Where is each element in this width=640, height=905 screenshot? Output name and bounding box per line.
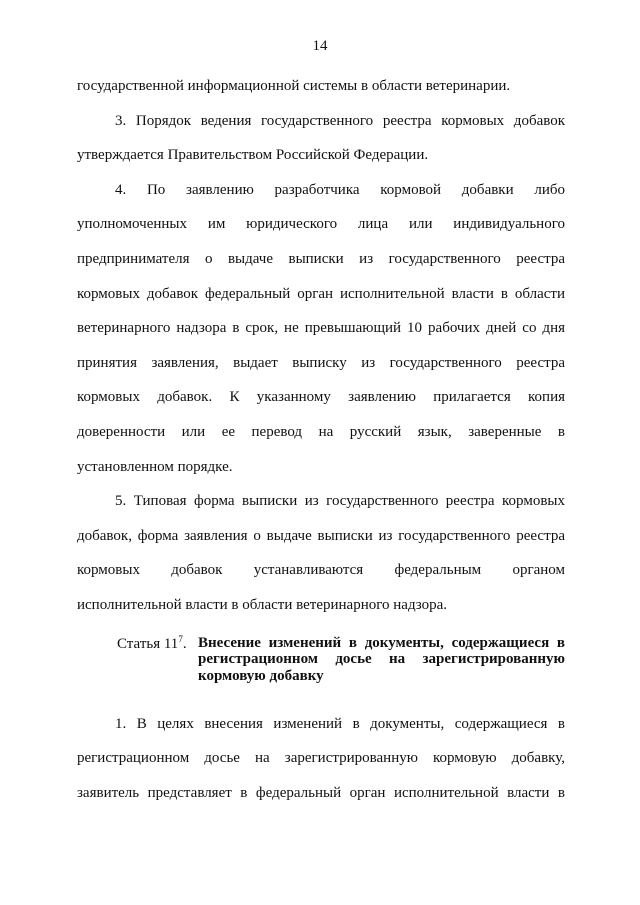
- page-number: 14: [312, 38, 328, 54]
- text-line: установленном порядке.: [77, 458, 233, 475]
- text-line: кормовых добавок. К указанному заявлению прилагается копия: [77, 389, 565, 406]
- text-line: кормовых добавок федеральный орган исполнительной власти в области: [77, 285, 565, 302]
- article-body: [77, 715, 565, 819]
- text-line: исполнительной власти в области ветеринарного надзора.: [77, 596, 448, 613]
- document-body: [77, 77, 565, 818]
- text-line: доверенности или ее перевод на русский язык, заверенные в: [77, 423, 565, 440]
- text-line: 4. По заявлению разработчика кормовой добавки либо: [115, 181, 565, 198]
- text-line: государственной информационной системы в области ветеринарии.: [77, 78, 511, 94]
- article-label: [117, 635, 187, 653]
- text-line: предпринимателя о выдаче выписки из государственного реестра: [77, 250, 565, 267]
- text-line: ветеринарного надзора в срок, не превышающий 10 рабочих дней со дня: [77, 320, 565, 337]
- article-suffix: .: [182, 635, 187, 652]
- article-title-line: регистрационном досье на зарегистрированную: [198, 651, 565, 667]
- text-line: кормовых добавок устанавливаются федеральным органом: [77, 562, 565, 579]
- text-line: уполномоченных им юридического лица или индивидуального: [77, 216, 565, 233]
- article-superscript: 7: [178, 633, 183, 644]
- text-line: 1. В целях внесения изменений в документы, содержащиеся в: [115, 715, 565, 732]
- text-line: добавок, форма заявления о выдаче выписки из государственного реестра: [77, 527, 565, 544]
- text-line: принятия заявления, выдает выписку из государственного реестра: [77, 354, 565, 371]
- text-line: регистрационном досье на зарегистрированную кормовую добавку,: [77, 750, 565, 767]
- article-title-line: кормовую добавку: [198, 667, 324, 684]
- text-line: 3. Порядок ведения государственного реестра кормовых добавок: [115, 112, 565, 129]
- text-line: заявитель представляет в федеральный орган исполнительной власти в: [77, 784, 565, 801]
- article-number: Статья 11: [117, 635, 179, 652]
- article-title: [198, 635, 565, 685]
- text-line: утверждается Правительством Российской Федерации.: [77, 147, 429, 164]
- text-line: 5. Типовая форма выписки из государственного реестра кормовых: [115, 493, 565, 510]
- article-heading: [77, 635, 565, 701]
- article-title-line: Внесение изменений в документы, содержащиеся в: [198, 634, 565, 651]
